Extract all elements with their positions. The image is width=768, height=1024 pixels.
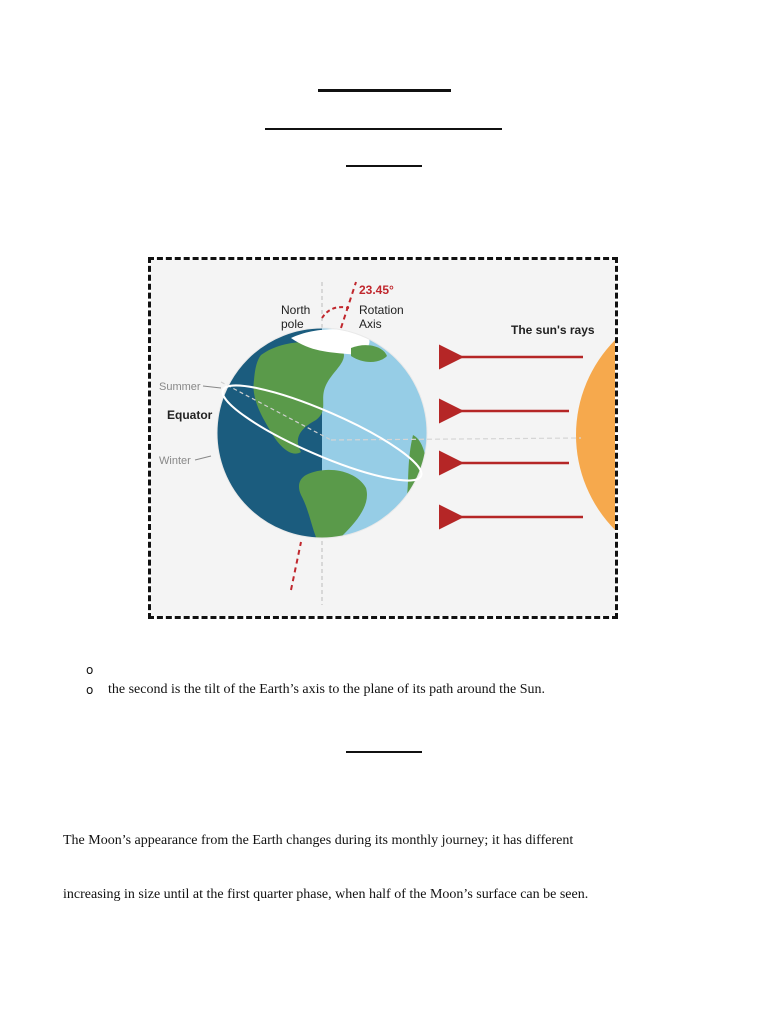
equator-label: Equator xyxy=(167,408,213,422)
bullet-marker: o xyxy=(86,663,94,677)
title-rule xyxy=(318,89,451,92)
bullet-item-1 xyxy=(86,660,545,680)
section-heading-rule xyxy=(346,751,422,753)
north-pole-label-line1: North xyxy=(281,303,311,317)
earth-tilt-diagram xyxy=(151,260,615,616)
rotation-axis-label-line2: Axis xyxy=(359,317,382,331)
bullet-item-2 xyxy=(86,680,545,700)
earth-tilt-figure xyxy=(148,257,618,619)
tilt-angle-label: 23.45° xyxy=(359,283,394,297)
north-pole-label-line2: pole xyxy=(281,317,304,331)
bullet-marker: o xyxy=(86,683,94,697)
paragraph-line-2: increasing in size until at the first quarter phase, when half of the Moon’s surface can be seen. xyxy=(63,887,589,902)
bullet-text: the second is the tilt of the Earth’s axis to the plane of its path around the Sun. xyxy=(108,682,546,697)
heading-rule xyxy=(346,165,422,167)
rotation-axis-label-line1: Rotation xyxy=(359,303,404,317)
summer-label: Summer xyxy=(159,381,201,393)
paragraph-line-1: The Moon’s appearance from the Earth changes during its monthly journey; it has different xyxy=(63,833,574,848)
bullet-list xyxy=(86,660,545,700)
winter-label: Winter xyxy=(159,455,191,467)
suns-rays-label: The sun's rays xyxy=(511,323,595,337)
subtitle-rule xyxy=(265,128,502,130)
